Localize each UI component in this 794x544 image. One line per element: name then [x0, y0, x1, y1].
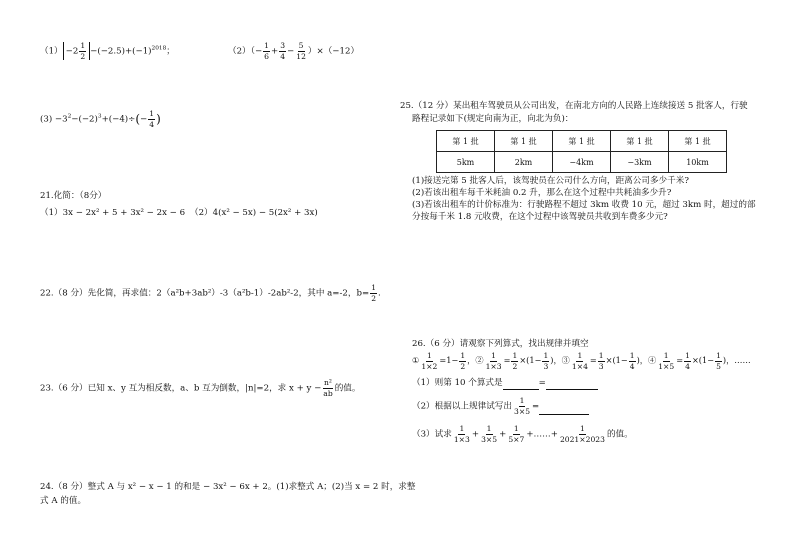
q25-line1: 25.（12 分）某出租车驾驶员从公司出发，在南北方向的人民路上连续接送 5 批客人，行驶 — [400, 101, 748, 111]
denominator: 4 — [629, 361, 635, 371]
numerator: 1 — [716, 351, 721, 360]
circled-number: ④ — [647, 355, 657, 366]
table-header-cell: 第 1 批 — [553, 131, 611, 152]
item-label: （1） — [40, 46, 63, 57]
q21-part2: （2）4(x² − 5x) − 5(2x² + 3x) — [190, 208, 318, 218]
q21-title: 21.化简：（8分） — [40, 191, 107, 201]
fraction — [629, 352, 636, 370]
exponent: 2018 — [151, 45, 167, 52]
q26-part2 — [412, 397, 589, 415]
denominator: ab — [323, 388, 333, 398]
denominator: 2 — [460, 361, 466, 371]
denominator: 1×5 — [658, 361, 675, 371]
circled-number: ③ — [561, 355, 570, 366]
denominator: 4 — [149, 119, 155, 129]
denominator: 1×4 — [571, 361, 588, 371]
text: ，…… — [726, 355, 751, 366]
table-cell: −3km — [611, 152, 669, 173]
problem-20-2 — [228, 42, 359, 60]
text: （3）试求 — [412, 429, 452, 440]
fraction — [485, 352, 503, 370]
fraction — [507, 425, 525, 443]
text: ）×（−12） — [307, 46, 360, 57]
text: （− — [250, 46, 263, 57]
text: 的值。 — [606, 429, 633, 440]
text: +(−4)÷ — [101, 114, 136, 125]
text: +……+ — [526, 429, 558, 440]
table-cell: 10km — [669, 152, 727, 173]
numerator: 1 — [663, 351, 669, 360]
fraction — [513, 397, 531, 415]
fraction — [370, 284, 377, 302]
text: （2）根据以上规律试写出 — [412, 401, 512, 412]
fraction — [295, 42, 307, 60]
question-text: 23.（6 分）已知 x、y 互为相反数，a、b 互为倒数，|n|=2，求 x + y − — [40, 383, 322, 394]
denominator: 4 — [280, 51, 286, 61]
numerator: 1 — [459, 424, 465, 433]
numerator: 1 — [80, 41, 86, 50]
absolute-value — [63, 42, 91, 60]
text: −3 — [54, 114, 68, 125]
text: 的值。 — [334, 383, 361, 394]
circled-number: ② — [475, 355, 484, 366]
fraction — [598, 352, 605, 370]
text: −(−2.5)+(−1) — [90, 46, 152, 57]
denominator: 1×3 — [453, 434, 470, 444]
q22 — [40, 284, 381, 302]
numerator: 1 — [577, 351, 583, 360]
q23 — [40, 379, 360, 397]
table-cell: −4km — [553, 152, 611, 173]
denominator: 2 — [512, 361, 518, 371]
numerator: 1 — [685, 351, 690, 360]
text: . — [378, 288, 381, 299]
denominator: 3×5 — [514, 406, 531, 416]
operator: + — [271, 46, 279, 57]
fraction — [420, 352, 438, 370]
fraction — [684, 352, 691, 370]
fraction — [279, 42, 286, 60]
fraction — [511, 352, 518, 370]
problem-20-3 — [40, 110, 161, 128]
numerator: 1 — [491, 351, 496, 360]
fraction — [542, 352, 549, 370]
close-paren: ) — [156, 112, 161, 126]
numerator: 1 — [629, 351, 635, 360]
numerator: 3 — [280, 41, 286, 50]
q26-part3: （3）试求 $\frac{1}{1\times 3}$ + $\frac{1}{3\times 5}$ + $\frac{1}{5\times 7}$ +……+ $\frac{1}{2021\times 2023}$ 的值。 — [412, 424, 633, 444]
q24-line1: 24.（8 分）整式 A 与 x² − x − 1 的和是 − 3x² − 6x + 2。(1)求整式 A；(2)当 x = 2 时，求整 — [40, 482, 416, 492]
answer-blank[interactable] — [503, 389, 539, 390]
fraction — [459, 352, 466, 370]
text: − — [140, 114, 148, 125]
table-header-row — [437, 131, 727, 152]
fraction — [263, 42, 270, 60]
denominator: 4 — [685, 361, 690, 371]
numerator: 1 — [460, 351, 466, 360]
numerator: 1 — [519, 396, 525, 405]
text: = — [532, 401, 540, 412]
q26-part1 — [412, 378, 598, 390]
denominator: 3 — [543, 361, 549, 371]
denominator: 5×7 — [508, 434, 525, 444]
denominator: 3×5 — [481, 434, 498, 444]
q26-examples: ① $\frac{1}{1\times 2}$ =1− $\frac{1}{2}$ ，② $\frac{1}{1\times 3}$ = $\frac{1}{2}$ ×(1− $\frac{1}{3}$ )，③ $\frac{1}{1\times 4}$ = $\frac{1}{3}$ ×(1− $\frac{1}{4}$ )，④ $\frac{1}{1\times 5}$ = $\frac{1}{4}$ ×(1− $\frac{1}{5}$ )，…… — [412, 351, 751, 371]
denominator: 3 — [598, 361, 604, 371]
numerator: 1 — [426, 351, 432, 360]
table-header-cell: 第 1 批 — [611, 131, 669, 152]
fraction — [480, 425, 498, 443]
q25-sub1: (1)接送完第 5 批客人后，该驾驶员在公司什么方向，距离公司多少千米? — [412, 176, 689, 186]
q21-part1: （1）3x − 2x² + 5 + 3x² − 2x − 6 — [40, 208, 186, 218]
answer-blank[interactable] — [539, 414, 589, 415]
numerator: 1 — [580, 424, 585, 433]
fraction — [322, 379, 333, 397]
numerator: 1 — [371, 283, 377, 292]
answer-blank[interactable] — [546, 389, 598, 390]
fraction — [571, 352, 589, 370]
numerator: 1 — [598, 351, 604, 360]
question-text: 22.（8 分）先化简，再求值：2（a²b+3ab²）-3（a²b-1）-2ab²-2，其中 a=-2，b= — [40, 288, 370, 299]
denominator: 1×2 — [421, 361, 438, 371]
text: （1）则第 10 个算式是 — [412, 378, 503, 388]
fraction — [453, 425, 471, 443]
table-header-cell: 第 1 批 — [669, 131, 727, 152]
fraction — [559, 425, 606, 443]
fraction — [657, 352, 675, 370]
problem-20-1 — [40, 42, 175, 60]
numerator: 1 — [512, 351, 518, 360]
table-row — [437, 152, 727, 173]
exponent: 3 — [97, 113, 102, 120]
denominator: 6 — [264, 51, 269, 61]
q25-sub2: (2)若该出租车每千米耗油 0.2 升，那么在这个过程中共耗油多少升? — [412, 188, 672, 198]
open-paren: ( — [135, 112, 141, 126]
numerator: 5 — [298, 41, 304, 50]
item-label: (3) — [40, 114, 53, 125]
q24-line2: 式 A 的值。 — [40, 496, 87, 506]
fraction — [715, 352, 722, 370]
numerator: 1 — [543, 351, 549, 360]
exponent: 2 — [67, 113, 72, 120]
operator: − — [287, 46, 295, 57]
numerator: 1 — [513, 424, 519, 433]
numerator: 1 — [486, 424, 492, 433]
denominator: 1×3 — [485, 361, 502, 371]
denominator: 5 — [716, 361, 721, 371]
table-header-cell: 第 1 批 — [495, 131, 553, 152]
denominator: 2021×2023 — [559, 434, 605, 444]
denominator: 12 — [296, 51, 306, 61]
text: −(−2) — [71, 114, 98, 125]
fraction — [79, 42, 86, 60]
numerator: 1 — [264, 41, 269, 50]
circled-number: ① — [412, 355, 420, 366]
table-header-cell: 第 1 批 — [437, 131, 495, 152]
numerator: n² — [324, 378, 332, 387]
text: ； — [166, 46, 175, 57]
numerator: 1 — [149, 109, 155, 118]
q26-title: 26.（6 分）请观察下列算式，找出规律并填空 — [412, 339, 589, 349]
q25-line2: 路程记录如下(规定向南为正，向北为负)： — [412, 114, 574, 124]
fraction — [148, 110, 155, 128]
text: −2 — [65, 46, 79, 57]
denominator: 2 — [371, 293, 377, 303]
item-label: （2） — [228, 46, 251, 57]
mileage-table — [436, 130, 727, 173]
text: = — [538, 378, 546, 388]
q25-sub3-line1: (3)若该出租车的计价标准为：行驶路程不超过 3km 收费 10 元，超过 3km 时，超过的部 — [412, 200, 756, 210]
table-cell: 2km — [495, 152, 553, 173]
q25-sub3-line2: 分按每千米 1.8 元收费，在这个过程中该驾驶员共收到车费多少元? — [412, 212, 668, 222]
denominator: 2 — [80, 51, 86, 61]
table-cell: 5km — [437, 152, 495, 173]
